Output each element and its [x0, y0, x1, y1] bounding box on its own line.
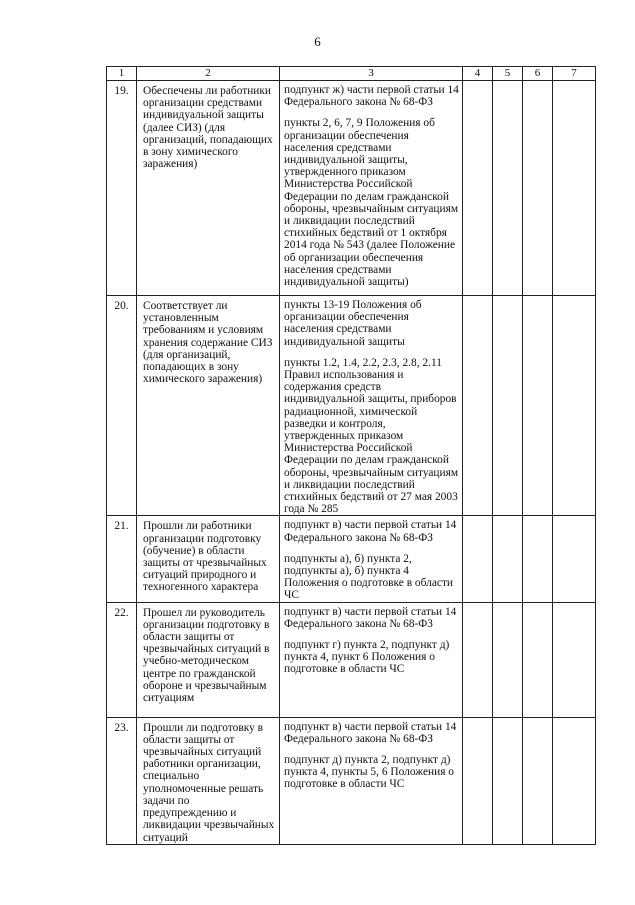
row-number: 19.: [107, 81, 137, 296]
column-number: 5: [493, 67, 523, 81]
answer-cell: [493, 81, 523, 296]
answer-cell: [493, 296, 523, 516]
answer-cell: [523, 516, 553, 602]
answer-cell: [553, 296, 596, 516]
reference-paragraph: подпункт д) пункта 2, подпункт д) пункта 4, пункты 5, 6 Положения о подготовке в области ЧС: [284, 754, 454, 791]
question-text: Прошли ли работники организации подготовку (обучение) в области защиты от чрезвычайных ситуаций природного и техногенного характера: [137, 516, 280, 602]
legal-reference: [280, 81, 463, 296]
question-text: Обеспечены ли работники организации средствами индивидуальной защиты (далее СИЗ) (для организаций, попадающих в зону химического заражения): [137, 81, 280, 296]
reference-paragraph: пункты 1.2, 1.4, 2.2, 2.3, 2.8, 2.11 Правил использования и содержания средств индивидуальной защиты, приборов радиационной, химической разведки и контроля, утвержденных приказом Министерства Российской Федерации по делам гражданской обороны, чрезвычайным ситуациям и ликвидации последствий стихийных бедствий от 27 мая 2003 года № 285: [284, 356, 459, 516]
row-number: 20.: [107, 296, 137, 516]
answer-cell: [553, 516, 596, 602]
question-text: Соответствует ли установленным требованиям и условиям хранения содержание СИЗ (для организаций, попадающих в зону химического заражения): [137, 296, 280, 516]
column-number: 1: [107, 67, 137, 81]
answer-cell: [463, 81, 493, 296]
reference-paragraph: пункты 2, 6, 7, 9 Положения об организации обеспечения населения средствами индивидуальной защиты, утвержденного приказом Министерства Российской Федерации по делам гражданской обороны, чрезвычайным ситуациям и ликвидации последствий стихийных бедствий от 1 октября 2014 года № 543 (далее Положение об организации обеспечения населения средствами индивидуальной защиты): [284, 117, 459, 289]
reference-paragraph: подпункт ж) части первой статьи 14 Федерального закона № 68-ФЗ: [284, 84, 459, 109]
answer-cell: [463, 717, 493, 844]
legal-reference: [280, 296, 463, 516]
table-row: [107, 81, 596, 296]
answer-cell: [463, 516, 493, 602]
reference-paragraph: подпункт в) части первой статьи 14 Федерального закона № 68-ФЗ: [284, 605, 457, 630]
answer-cell: [553, 717, 596, 844]
table-row: [107, 602, 596, 717]
table-row: [107, 516, 596, 602]
column-number: 7: [553, 67, 596, 81]
answer-cell: [553, 81, 596, 296]
table-row: [107, 296, 596, 516]
row-number: 21.: [107, 516, 137, 602]
reference-paragraph: подпункт г) пункта 2, подпункт д) пункта 4, пункт 6 Положения о подготовке в области ЧС: [284, 639, 450, 676]
answer-cell: [523, 602, 553, 717]
question-text: Прошли ли подготовку в области защиты от чрезвычайных ситуаций работники организации, специально уполномоченные решать задачи по предупреждению и ликвидации чрезвычайных ситуаций: [137, 717, 280, 844]
table-row: [107, 717, 596, 844]
legal-reference: [280, 516, 463, 602]
column-number: 6: [523, 67, 553, 81]
answer-cell: [463, 296, 493, 516]
answer-cell: [523, 81, 553, 296]
answer-cell: [523, 717, 553, 844]
answer-cell: [493, 717, 523, 844]
column-number-row: [107, 67, 596, 81]
column-number: 3: [280, 67, 463, 81]
page-number: 6: [314, 34, 321, 49]
column-number: 4: [463, 67, 493, 81]
answer-cell: [523, 296, 553, 516]
reference-paragraph: подпункт в) части первой статьи 14 Федерального закона № 68-ФЗ: [284, 519, 457, 544]
reference-paragraph: подпункты а), б) пункта 2, подпункты а), б) пункта 4 Положения о подготовке в области ЧС: [284, 552, 454, 602]
reference-paragraph: подпункт в) части первой статьи 14 Федерального закона № 68-ФЗ: [284, 720, 457, 745]
reference-paragraph: пункты 13-19 Положения об организации обеспечения населения средствами индивидуальной защиты: [284, 299, 422, 348]
answer-cell: [493, 516, 523, 602]
question-text: Прошел ли руководитель организации подготовку в области защиты от чрезвычайных ситуаций в учебно-методическом центре по гражданской обороне и чрезвычайным ситуациям: [137, 602, 280, 717]
legal-reference: [280, 602, 463, 717]
answer-cell: [493, 602, 523, 717]
row-number: 22.: [107, 602, 137, 717]
answer-cell: [553, 602, 596, 717]
checklist-table: [106, 66, 596, 845]
legal-reference: [280, 717, 463, 844]
answer-cell: [463, 602, 493, 717]
column-number: 2: [137, 67, 280, 81]
row-number: 23.: [107, 717, 137, 844]
